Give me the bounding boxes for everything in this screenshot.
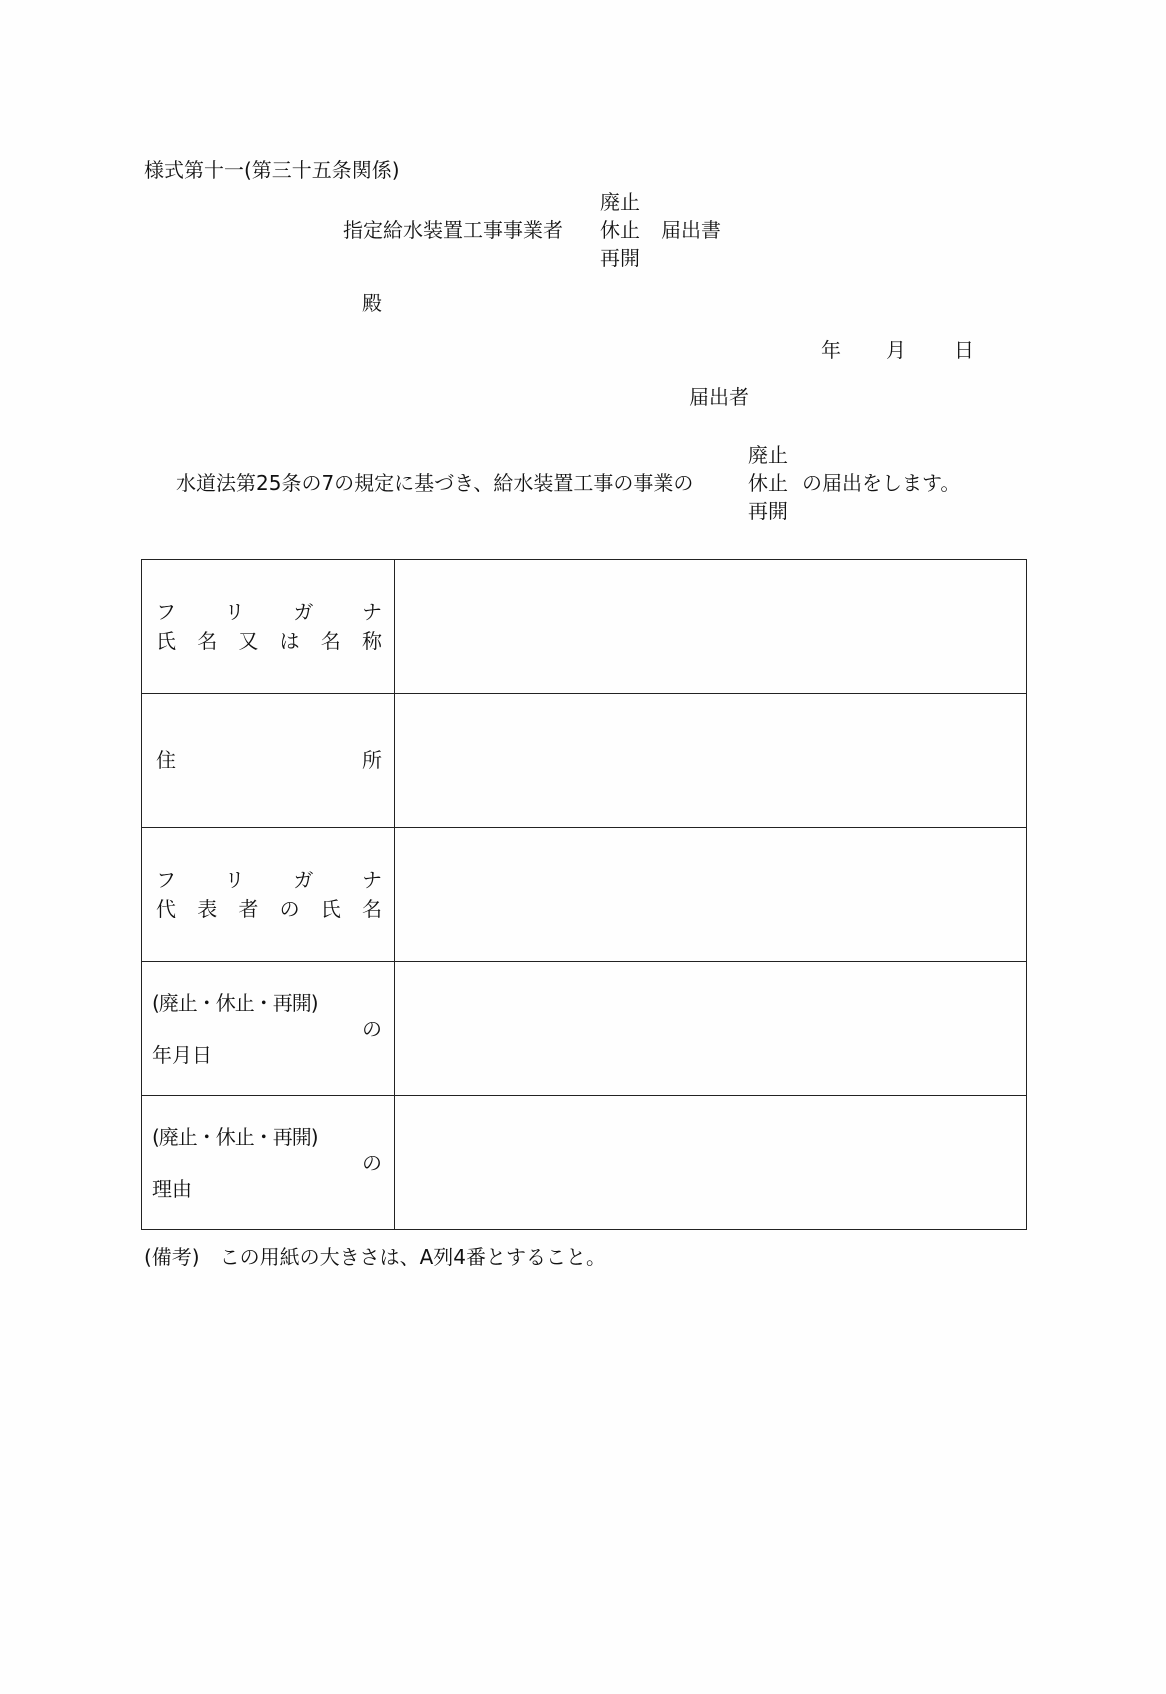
label-char: 所 [362,748,382,772]
label-char: は [279,628,300,653]
label-char: 又 [238,628,259,653]
label-char: ガ [293,599,314,624]
table-row-date [142,962,1027,1096]
label-bottom: 年月日 [152,1042,212,1067]
statement-option-resume: 再開 [748,499,788,523]
notification-form-table [141,559,1027,1230]
label-date [142,962,395,1096]
label-char: ナ [361,599,382,624]
statement-prefix: 水道法第25条の7の規定に基づき、給水装置工事の事業の [176,471,694,495]
footnote: (備考) この用紙の大きさは、A列4番とすること。 [144,1245,607,1269]
date-month: 月 [886,338,906,362]
table-row-reason [142,1096,1027,1230]
title-option-abolish: 廃止 [600,190,640,214]
table-row-address [142,694,1027,828]
table-row-representative [142,828,1027,962]
label-char: 名 [197,628,218,653]
label-char: フ [156,599,176,624]
label-char: 氏 [156,628,176,653]
label-char: 名 [320,628,341,653]
label-representative-name [156,895,382,924]
label-char: 氏 [320,896,341,921]
value-address[interactable] [395,694,1027,828]
label-mid: の [362,1016,382,1041]
label-address [142,694,395,828]
label-char: 名 [361,896,382,921]
table-row-name [142,560,1027,694]
label-furigana [156,866,382,895]
date-day: 日 [954,338,974,362]
statement-option-suspend: 休止 [748,471,788,495]
label-char: ガ [293,867,314,892]
value-reason[interactable] [395,1096,1027,1230]
addressee-suffix: 殿 [362,291,382,315]
label-furigana [156,598,382,627]
title-option-suspend: 休止 [600,218,640,242]
label-char: 代 [156,896,176,921]
label-char: 表 [197,896,218,921]
label-name [142,560,395,694]
label-top: (廃止・休止・再開) [152,990,318,1015]
title-prefix: 指定給水装置工事事業者 [343,218,563,242]
label-char: フ [156,867,176,892]
date-year: 年 [821,338,841,362]
label-char: 住 [156,748,176,772]
statement-suffix: の届出をします。 [802,471,961,495]
label-char: の [279,896,300,921]
statement-option-abolish: 廃止 [748,443,788,467]
label-char: 称 [361,628,382,653]
label-mid: の [362,1150,382,1175]
value-representative[interactable] [395,828,1027,962]
label-char: リ [224,867,245,892]
title-option-resume: 再開 [600,246,640,270]
label-name-or-title [156,627,382,656]
label-bottom: 理由 [152,1176,192,1201]
label-top: (廃止・休止・再開) [152,1124,318,1149]
value-date[interactable] [395,962,1027,1096]
form-number: 様式第十一(第三十五条関係) [144,158,400,182]
title-suffix: 届出書 [661,218,721,242]
label-representative [142,828,395,962]
label-char: リ [224,599,245,624]
label-char: ナ [361,867,382,892]
label-char: 者 [238,896,259,921]
label-reason [142,1096,395,1230]
notifier-label: 届出者 [689,385,749,409]
value-name[interactable] [395,560,1027,694]
